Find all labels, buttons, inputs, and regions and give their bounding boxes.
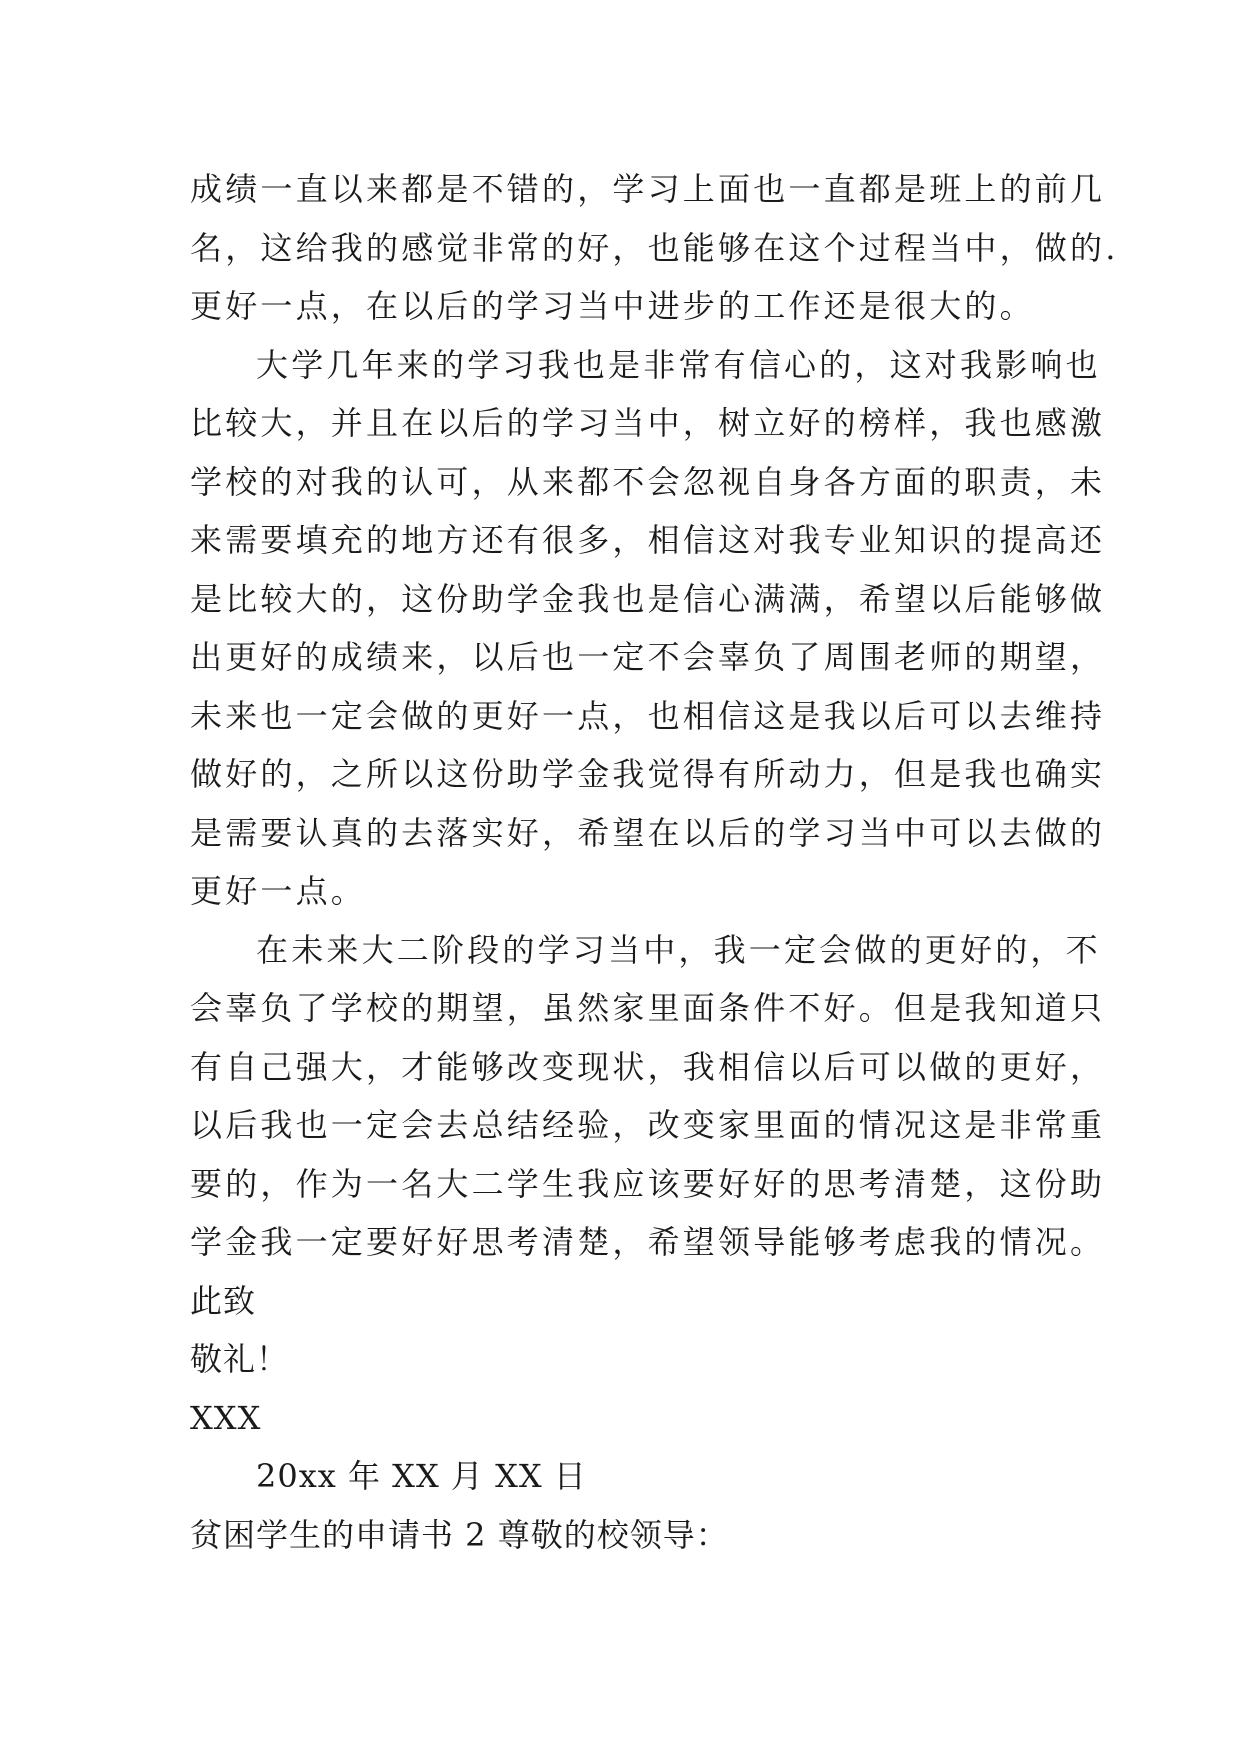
text-line: 名，这给我的感觉非常的好，也能够在这个过程当中，做的.: [190, 228, 1119, 267]
text-line: 以后我也一定会去总结经验，改变家里面的情况这是非常重: [190, 1106, 1106, 1144]
text-line: 学校的对我的认可，从来都不会忽视自身各方面的职责，未: [190, 462, 1106, 501]
text-line: 更好一点，在以后的学习当中进步的工作还是很大的。: [190, 287, 1035, 325]
paragraph-2: [190, 336, 1106, 921]
text-line: 做好的，之所以这份助学金我觉得有所动力，但是我也确实: [190, 755, 1106, 793]
text-line: 是需要认真的去落实好，希望在以后的学习当中可以去做的: [190, 813, 1106, 852]
signature: XXX: [190, 1398, 262, 1437]
text-line: 更好一点。: [190, 872, 367, 910]
document-page: [190, 160, 1119, 1564]
text-line: 是比较大的，这份助学金我也是信心满满，希望以后能够做: [190, 579, 1106, 618]
text-line: 学金我一定要好好思考清楚，希望领导能够考虑我的情况。: [190, 1223, 1106, 1261]
text-line: 来需要填充的地方还有很多，相信这对我专业知识的提高还: [190, 521, 1106, 559]
text-line: 有自己强大，才能够改变现状，我相信以后可以做的更好，: [190, 1047, 1106, 1086]
text-line: 比较大，并且在以后的学习当中，树立好的榜样，我也感激: [190, 404, 1106, 442]
next-document-heading: 贫困学生的申请书 2 尊敬的校领导：: [190, 1515, 729, 1554]
paragraph-3: [190, 921, 1106, 1272]
text-line: 会辜负了学校的期望，虽然家里面条件不好。但是我知道只: [190, 989, 1106, 1027]
closing-salutation: 此致: [190, 1281, 257, 1320]
text-line: 要的，作为一名大二学生我应该要好好的思考清楚，这份助: [190, 1164, 1106, 1203]
date: 20xx 年 XX 月 XX 日: [256, 1457, 587, 1495]
closing-regards: 敬礼！: [190, 1340, 290, 1378]
text-line: 未来也一定会做的更好一点，也相信这是我以后可以去维持: [190, 696, 1106, 735]
text-line: 大学几年来的学习我也是非常有信心的，这对我影响也: [256, 345, 1101, 384]
text-line: 成绩一直以来都是不错的，学习上面也一直都是班上的前几: [190, 170, 1106, 208]
text-line: 出更好的成绩来，以后也一定不会辜负了周围老师的期望，: [190, 638, 1106, 676]
paragraph-1: [190, 160, 1119, 336]
closing-block: [190, 1272, 1070, 1506]
text-line: 在未来大二阶段的学习当中，我一定会做的更好的，不: [256, 930, 1101, 969]
